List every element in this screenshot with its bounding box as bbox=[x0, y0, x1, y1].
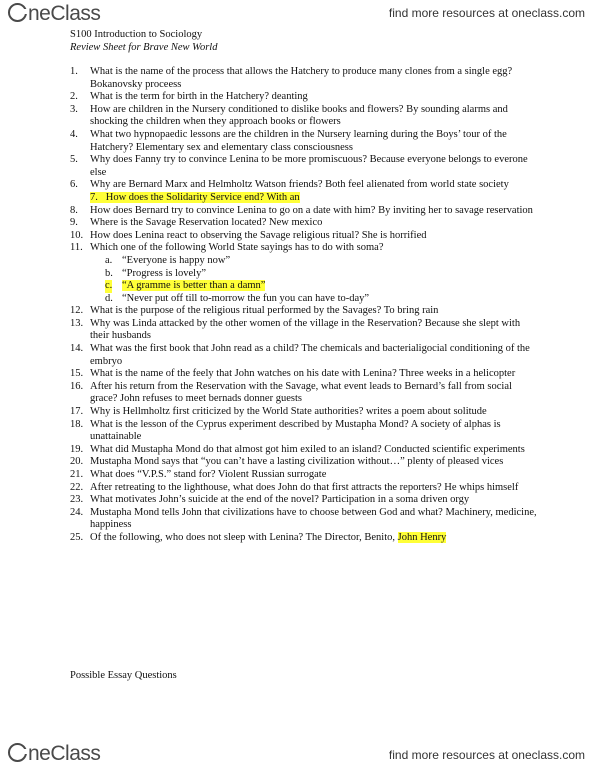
list-item: 5. Why does Fanny try to convince Lenina to be more promiscuous? Because everyone belongs to everone else bbox=[70, 154, 528, 178]
option-item: d. “Never put off till to-morrow the fun you can have to-day” bbox=[105, 292, 370, 304]
essay-heading: Possible Essay Questions bbox=[70, 670, 177, 681]
list-item: 25. Of the following, who does not sleep with Lenina? The Director, Benito, John Henry bbox=[70, 531, 447, 543]
document-subtitle: Review Sheet for Brave New World bbox=[70, 42, 218, 53]
list-item: 23. What motivates John’s suicide at the end of the novel? Participation in a soma driven orgy bbox=[70, 494, 470, 506]
option-item-highlighted: c. “A gramme is better than a damn” bbox=[105, 280, 266, 292]
list-item: 24. Mustapha Mond tells John that civilizations have to choose between God and what? Machinery, medicine, happiness bbox=[70, 506, 537, 531]
course-title: S100 Introduction to Sociology bbox=[70, 29, 203, 40]
question-list bbox=[70, 66, 540, 545]
list-item: 3. How are children in the Nursery conditioned to dislike books and flowers? By sounding alarms and shocking the children when they approach books or flowers bbox=[70, 103, 508, 128]
logo-o-icon bbox=[8, 742, 28, 766]
bottom-banner bbox=[0, 740, 595, 770]
list-item: 4. What two hypnopaedic lessons are the children in the Nursery learning during the Boys’ tour of the Hatchery? Elementary sex and elementary class consciousness bbox=[70, 128, 507, 153]
list-item-highlighted: 7. How does the Solidarity Service end? With an bbox=[90, 191, 300, 203]
list-item: 14. What was the first book that John read as a child? The chemicals and bacterialigocial conditioning of the embryo bbox=[70, 343, 530, 367]
option-item: a. “Everyone is happy now” bbox=[105, 254, 231, 266]
list-item: 16. After his return from the Reservation with the Savage, what event leads to Bernard’s fall from social grace? John refuses to meet bernads donner guests bbox=[70, 380, 512, 405]
list-item: 11. Which one of the following World State sayings has to do with soma? bbox=[70, 242, 384, 254]
tagline-link[interactable]: find more resources at oneclass.com bbox=[388, 6, 585, 20]
list-item: 6. Why are Bernard Marx and Helmholtz Watson friends? Both feel alienated from world state society bbox=[70, 179, 509, 191]
list-item: 2. What is the term for birth in the Hatchery? deanting bbox=[70, 91, 308, 103]
highlighted-answer: John Henry bbox=[397, 531, 447, 543]
list-item: 10. How does Lenina react to observing the Savage religious ritual? She is horrified bbox=[70, 229, 427, 241]
list-item: 8. How does Bernard try to convince Lenina to go on a date with him? By inviting her to savage reservation bbox=[70, 204, 533, 216]
list-item: 21. What does “V.P.S.” stand for? Violent Russian surrogate bbox=[70, 469, 327, 480]
list-item: 13. Why was Linda attacked by the other women of the village in the Reservation? Because she slept with their husbands bbox=[70, 317, 521, 342]
list-item: 20. Mustapha Mond says that “you can’t have a lasting civilization without…” plenty of pleased vices bbox=[70, 456, 504, 468]
list-item: 15. What is the name of the feely that John watches on his date with Lenina? Three weeks in a helicopter bbox=[70, 368, 516, 380]
oneclass-logo[interactable]: neClass bbox=[8, 2, 100, 26]
list-item: 19. What did Mustapha Mond do that almost got him exiled to an island? Conducted scientific experiments bbox=[70, 443, 525, 455]
option-item: b. “Progress is lovely” bbox=[105, 267, 206, 279]
list-item: 12. What is the purpose of the religious ritual performed by the Savages? To bring rain bbox=[70, 305, 439, 317]
list-item: 9. Where is the Savage Reservation located? New mexico bbox=[70, 217, 323, 229]
document-header bbox=[70, 28, 217, 54]
logo-o-icon bbox=[8, 2, 28, 26]
oneclass-logo-footer[interactable]: neClass bbox=[8, 742, 100, 766]
list-item: 17. Why is Hellmholtz first criticized by the World State authorities? writes a poem about solitude bbox=[70, 406, 487, 418]
top-banner bbox=[0, 0, 595, 26]
list-item: 22. After retreating to the lighthouse, what does John do that first attracts the reporters? He whips himself bbox=[70, 481, 519, 493]
tagline-link-footer[interactable]: find more resources at oneclass.com bbox=[388, 748, 585, 762]
list-item: 18. What is the lesson of the Cyprus experiment described by Mustapha Mond? A society of alphas is unattainable bbox=[70, 418, 501, 443]
list-item: 1. What is the name of the process that allows the Hatchery to produce many clones from a single egg? Bokanovsky proceess bbox=[70, 66, 513, 90]
